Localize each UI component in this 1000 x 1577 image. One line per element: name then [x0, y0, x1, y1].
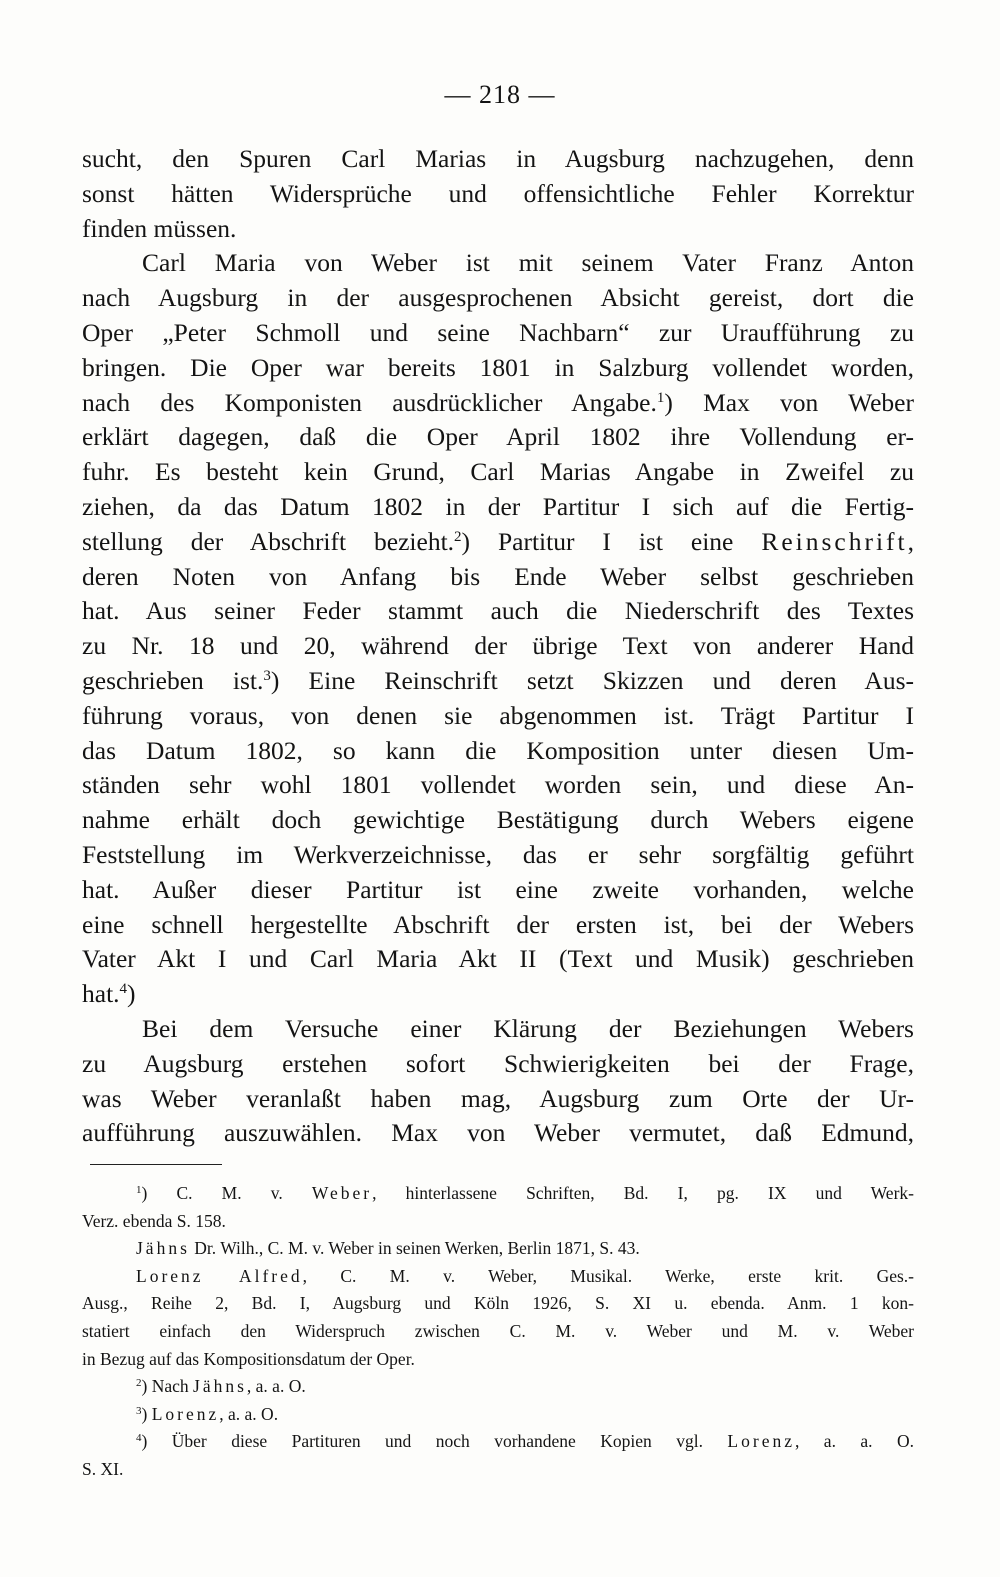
footnote-line: $^1$) C. M. v. Weber, hinterlassene Schriften, Bd. I, pg. IX und Werk-: [136, 1183, 914, 1203]
author-name: Lorenz: [727, 1431, 795, 1452]
author-name: Lorenz Alfred: [136, 1265, 303, 1286]
text-line: sonst hätten Widersprüche und offensichtliche Fehler Korrektur: [82, 178, 914, 208]
text-line: Bei dem Versuche einer Klärung der Beziehungen Webers: [142, 1013, 914, 1043]
text-line: eine schnell hergestellte Abschrift der ersten ist, bei der Webers: [82, 909, 914, 939]
text-line: Vater Akt I und Carl Maria Akt II (Text und Musik) geschrieben: [82, 944, 914, 974]
text-line: hat. Aus seiner Feder stammt auch die Niederschrift des Textes: [82, 596, 914, 626]
footnote-marker: 1: [656, 389, 665, 406]
footnote-line: in Bezug auf das Kompositionsdatum der Oper.: [82, 1348, 415, 1369]
text-line: führung voraus, von denen sie abgenommen ist. Trägt Partitur I: [82, 700, 914, 730]
footnote-divider: [90, 1164, 222, 1165]
author-name: Weber: [311, 1183, 373, 1203]
text-line: finden müssen.: [82, 213, 237, 243]
author-name: Jähns: [136, 1238, 190, 1259]
footnote-number: 1: [136, 1184, 142, 1196]
footnote-marker: 3: [263, 667, 271, 684]
text-line: bringen. Die Oper war bereits 1801 in Salzburg vollendet worden,: [82, 352, 914, 382]
text-line: Feststellung im Werkverzeichnisse, das er sehr sorgfältig geführt: [82, 839, 914, 869]
footnote-line: Verz. ebenda S. 158.: [82, 1210, 226, 1231]
footnote-line: Jähns Dr. Wilh., C. M. v. Weber in seinen Werken, Berlin 1871, S. 43.: [136, 1238, 640, 1259]
text-line: nach des Komponisten ausdrücklicher Angabe.$^1$) Max von Weber: [82, 387, 914, 417]
text-line: zu Nr. 18 und 20, während der übrige Text von anderer Hand: [82, 631, 914, 661]
footnote-number: 3: [136, 1404, 142, 1417]
footnote-marker: 2: [454, 528, 462, 545]
footnote-line: $^2$) Nach Jähns, a. a. O.: [136, 1376, 306, 1397]
text-line: sucht, den Spuren Carl Marias in Augsburg nachzugehen, denn: [82, 144, 914, 173]
text-line: was Weber veranlaßt haben mag, Augsburg zum Orte der Ur-: [82, 1083, 914, 1113]
text-line: Oper „Peter Schmoll und seine Nachbarn“ zur Uraufführung zu: [82, 317, 914, 347]
footnote-line: statiert einfach den Widerspruch zwischen C. M. v. Weber und M. v. Weber: [82, 1320, 914, 1341]
body-text: [82, 142, 914, 1151]
text-line: geschrieben ist.$^3$) Eine Reinschrift setzt Skizzen und deren Aus-: [82, 665, 915, 695]
text-line: hat. Außer dieser Partitur ist eine zweite vorhanden, welche: [82, 874, 914, 904]
text-line: Carl Maria von Weber ist mit seinem Vater Franz Anton: [142, 248, 914, 278]
text-line: ziehen, da das Datum 1802 in der Partitur I sich auf die Fertig-: [82, 491, 914, 521]
author-name: Lorenz: [151, 1403, 220, 1424]
text-line: nach Augsburg in der ausgesprochenen Absicht gereist, dort die: [82, 283, 914, 313]
footnote-line: S. XI.: [82, 1458, 124, 1479]
text-line: fuhr. Es besteht kein Grund, Carl Marias Angabe in Zweifel zu: [82, 457, 914, 487]
text-line: hat.$^4$): [82, 979, 136, 1009]
text-line: stellung der Abschrift bezieht.$^2$) Partitur I ist eine Reinschrift,: [82, 526, 914, 556]
author-name: Jähns: [193, 1376, 247, 1397]
text-line: nahme erhält doch gewichtige Bestätigung durch Webers eigene: [82, 805, 914, 835]
footnote-line: $^3$) Lorenz, a. a. O.: [136, 1403, 279, 1424]
footnotes: [82, 1180, 914, 1484]
footnote-number: 2: [136, 1377, 142, 1390]
emphasized-word: Reinschrift: [761, 526, 908, 556]
text-line: erklärt dagegen, daß die Oper April 1802 ihre Vollendung er-: [82, 422, 914, 452]
footnote-marker: 4: [119, 981, 128, 998]
text-line: aufführung auszuwählen. Max von Weber vermutet, daß Edmund,: [82, 1118, 914, 1148]
footnote-line: $^4$) Über diese Partituren und noch vorhandene Kopien vgl. Lorenz, a. a. O.: [136, 1431, 914, 1452]
page-number: — 218 —: [444, 80, 556, 109]
footnote-number: 4: [136, 1432, 142, 1445]
footnote-line: Ausg., Reihe 2, Bd. I, Augsburg und Köln 1926, S. XI u. ebenda. Anm. 1 kon-: [82, 1293, 914, 1314]
text-line: ständen sehr wohl 1801 vollendet worden sein, und diese An-: [82, 770, 914, 800]
text-line: das Datum 1802, so kann die Komposition unter diesen Um-: [82, 735, 914, 765]
footnote-line: Lorenz Alfred, C. M. v. Weber, Musikal. Werke, erste krit. Ges.-: [136, 1265, 914, 1286]
text-line: deren Noten von Anfang bis Ende Weber selbst geschrieben: [82, 561, 914, 591]
text-line: zu Augsburg erstehen sofort Schwierigkeiten bei der Frage,: [82, 1048, 914, 1078]
